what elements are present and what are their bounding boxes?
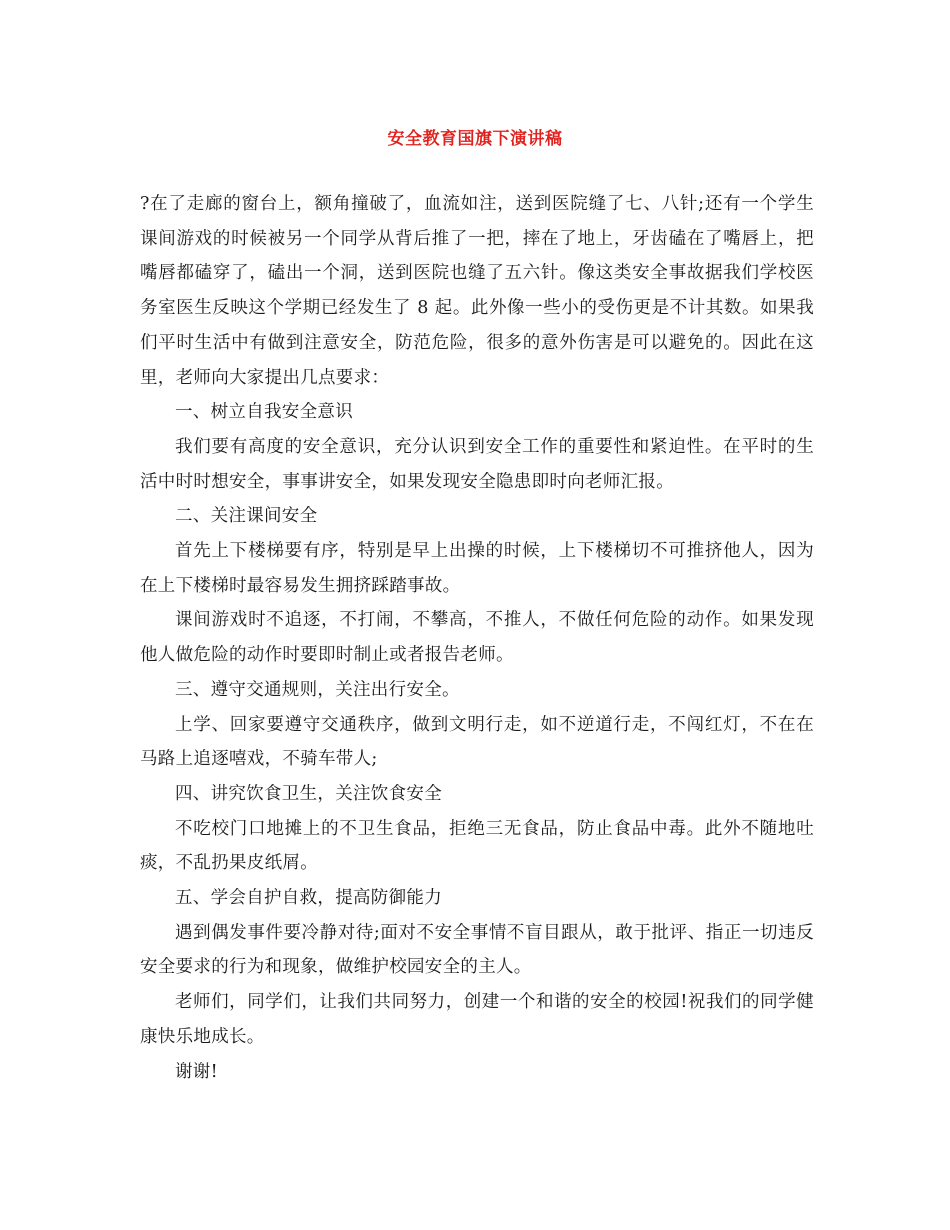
document-body <box>140 187 814 1089</box>
section-heading-1: 一、树立自我安全意识 <box>175 402 353 423</box>
section-heading-2: 二、关注课间安全 <box>175 506 318 527</box>
paragraph-section-2b: 课间游戏时不追逐，不打闹，不攀高，不推人，不做任何危险的动作。如果发现他人做危险的动作时要即时制止或者报告老师。 <box>140 610 814 666</box>
paragraph-closing: 老师们，同学们，让我们共同努力，创建一个和谐的安全的校园!祝我们的同学健康快乐地成长。 <box>140 992 814 1047</box>
section-heading-3: 三、遵守交通规则，关注出行安全。 <box>175 679 460 700</box>
paragraph-intro: ?在了走廊的窗台上，额角撞破了，血流如注，送到医院缝了七、八针;还有一个学生课间游戏的时候被另一个同学从背后推了一把，摔在了地上，牙齿磕在了嘴唇上，把嘴唇都磕穿了，磕出一个洞，送到医院也缝了五六针。像这类安全事故据我们学校医务室医生反映这个学期已经发生了 8 起。此外像一些小的受伤更是不计其数。如果我们平时生活中有做到注意安全，防范危险，很多的意外伤害是可以避免的。因此在这里，老师向大家提出几点要求： <box>140 194 814 388</box>
paragraph-section-1: 我们要有高度的安全意识，充分认识到安全工作的重要性和紧迫性。在平时的生活中时时想安全，事事讲安全，如果发现安全隐患即时向老师汇报。 <box>140 436 814 492</box>
paragraph-section-5: 遇到偶发事件要冷静对待;面对不安全事情不盲目跟从，敢于批评、指正一切违反安全要求的行为和现象，做维护校园安全的主人。 <box>140 922 814 978</box>
section-heading-5: 五、学会自护自救，提高防御能力 <box>175 888 442 909</box>
paragraph-section-2a: 首先上下楼梯要有序，特别是早上出操的时候，上下楼梯切不可推挤他人，因为在上下楼梯时最容易发生拥挤踩踏事故。 <box>140 541 814 596</box>
section-heading-4: 四、讲究饮食卫生，关注饮食安全 <box>175 783 442 804</box>
paragraph-thanks: 谢谢! <box>175 1061 218 1082</box>
document-title: 安全教育国旗下演讲稿 <box>387 129 563 149</box>
paragraph-section-4: 不吃校门口地摊上的不卫生食品，拒绝三无食品，防止食品中毒。此外不随地吐痰，不乱扔果皮纸屑。 <box>140 818 814 874</box>
paragraph-section-3: 上学、回家要遵守交通秩序，做到文明行走，如不逆道行走，不闯红灯，不在在马路上追逐嘻戏，不骑车带人; <box>140 714 814 770</box>
